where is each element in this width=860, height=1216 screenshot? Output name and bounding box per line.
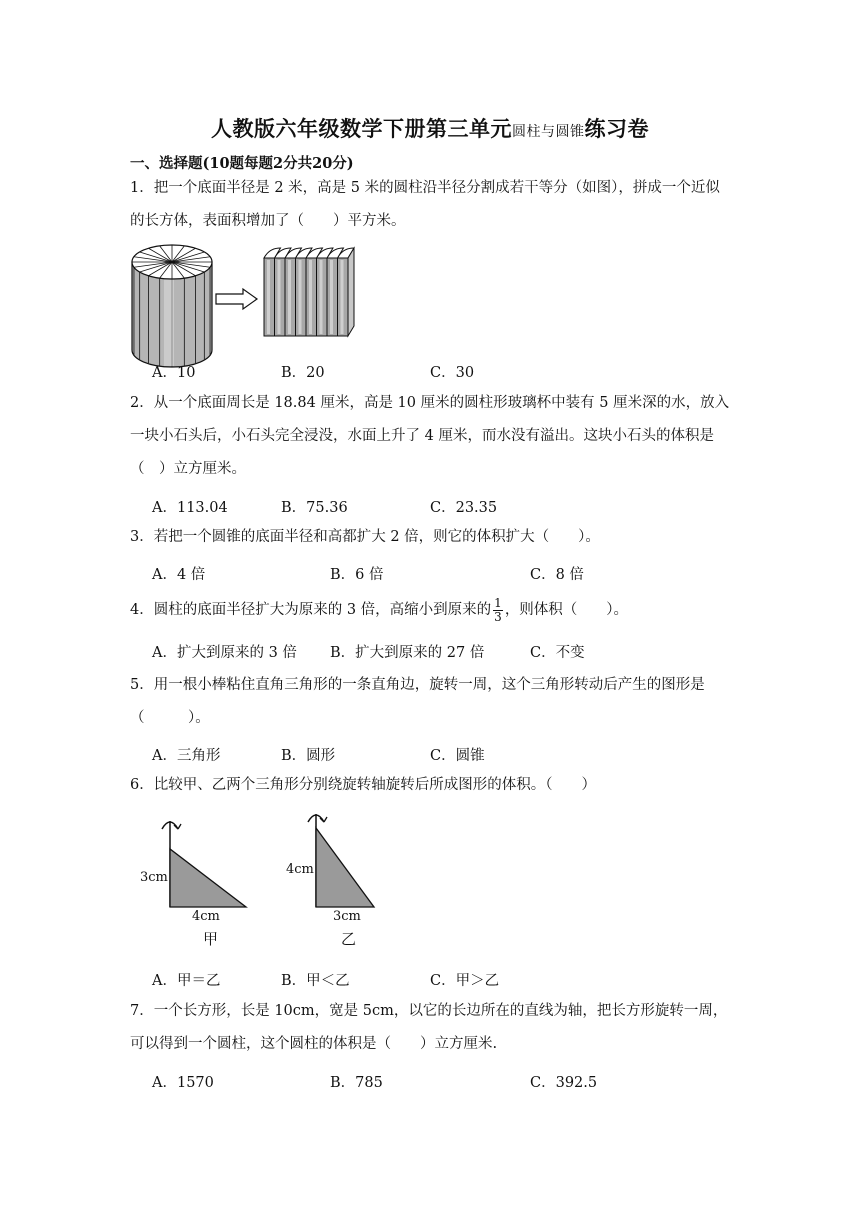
- q6-option-b[interactable]: B．甲＜乙: [281, 973, 350, 989]
- q2-option-c[interactable]: C．23.35: [430, 500, 498, 516]
- q6-option-c[interactable]: C．甲＞乙: [430, 973, 500, 989]
- jia-side-label: 3cm: [140, 870, 168, 885]
- q2-option-b[interactable]: B．75.36: [281, 500, 348, 516]
- q5-option-a[interactable]: A．三角形: [152, 748, 221, 764]
- title-suffix: 练习卷: [584, 116, 649, 141]
- q1-option-c[interactable]: C．30: [430, 365, 475, 381]
- question-7-line-2: 可以得到一个圆柱，这个圆柱的体积是（ ）立方厘米.: [130, 1036, 498, 1052]
- cylinder-sliced-figure: [128, 242, 218, 372]
- yi-base-label: 3cm: [333, 909, 361, 924]
- q5-option-b[interactable]: B．圆形: [281, 748, 336, 764]
- q4-fraction: [493, 597, 503, 624]
- q5-option-c[interactable]: C．圆锥: [430, 748, 485, 764]
- q1-option-b[interactable]: B．20: [281, 365, 325, 381]
- q4-option-a[interactable]: A．扩大到原来的 3 倍: [152, 645, 297, 661]
- q6-option-a[interactable]: A．甲＝乙: [152, 973, 221, 989]
- q2-option-a[interactable]: A．113.04: [152, 500, 228, 516]
- q7-option-b[interactable]: B．785: [330, 1075, 383, 1091]
- right-arrow-icon: [215, 288, 259, 310]
- q7-option-a[interactable]: A．1570: [152, 1075, 214, 1091]
- question-2-line-3: （ ）立方厘米。: [130, 461, 246, 477]
- q4-option-b[interactable]: B．扩大到原来的 27 倍: [330, 645, 485, 661]
- q4-option-c[interactable]: C．不变: [530, 645, 585, 661]
- question-2-line-2: 一块小石头后，小石头完全浸没，水面上升了 4 厘米，而水没有溢出。这块小石头的体积是: [130, 428, 714, 444]
- title-small: 圆柱与圆锥: [512, 124, 585, 140]
- question-1-line-1: 1．把一个底面半径是 2 米，高是 5 米的圆柱沿半径分割成若干等分（如图），拼成一个近似: [130, 180, 720, 196]
- question-3-line-1: 3．若把一个圆锥的底面半径和高都扩大 2 倍，则它的体积扩大（ ）。: [130, 529, 600, 545]
- question-5-line-1: 5．用一根小棒粘住直角三角形的一条直角边，旋转一周，这个三角形转动后产生的图形是: [130, 677, 705, 693]
- jia-name-label: 甲: [203, 930, 219, 948]
- question-7-line-1: 7．一个长方形，长是 10cm，宽是 5cm，以它的长边所在的直线为轴，把长方形旋转一周，: [130, 1003, 728, 1019]
- q4-text-after: ，则体积（ ）。: [504, 602, 629, 618]
- page-title: [0, 113, 860, 143]
- q4-text-before: 4．圆柱的底面半径扩大为原来的 3 倍，高缩小到原来的: [130, 602, 492, 618]
- jia-base-label: 4cm: [192, 909, 220, 924]
- question-5-line-2: （ ）。: [130, 710, 210, 726]
- q3-option-c[interactable]: C．8 倍: [530, 567, 584, 583]
- question-4-line-1: [130, 596, 628, 624]
- section-heading: 一、选择题(10题每题2分共20分): [130, 155, 354, 172]
- q7-option-c[interactable]: C．392.5: [530, 1075, 598, 1091]
- approx-cuboid-figure: [260, 244, 365, 344]
- yi-name-label: 乙: [341, 930, 357, 948]
- q3-option-b[interactable]: B．6 倍: [330, 567, 384, 583]
- question-2-line-1: 2．从一个底面周长是 18.84 厘米，高是 10 厘米的圆柱形玻璃杯中装有 5 厘米深的水，放入: [130, 395, 730, 411]
- title-main: 人教版六年级数学下册第三单元: [211, 116, 512, 141]
- q3-option-a[interactable]: A．4 倍: [152, 567, 206, 583]
- q4-fraction-numerator: 1: [494, 595, 502, 610]
- question-6-line-1: 6．比较甲、乙两个三角形分别绕旋转轴旋转后所成图形的体积。（ ）: [130, 777, 596, 793]
- triangle-yi-figure: [290, 808, 390, 948]
- q4-fraction-denominator: 3: [494, 609, 502, 624]
- question-1-line-2: 的长方体，表面积增加了（ ）平方米。: [130, 213, 406, 229]
- q1-option-a[interactable]: A．10: [152, 365, 196, 381]
- yi-side-label: 4cm: [286, 862, 314, 877]
